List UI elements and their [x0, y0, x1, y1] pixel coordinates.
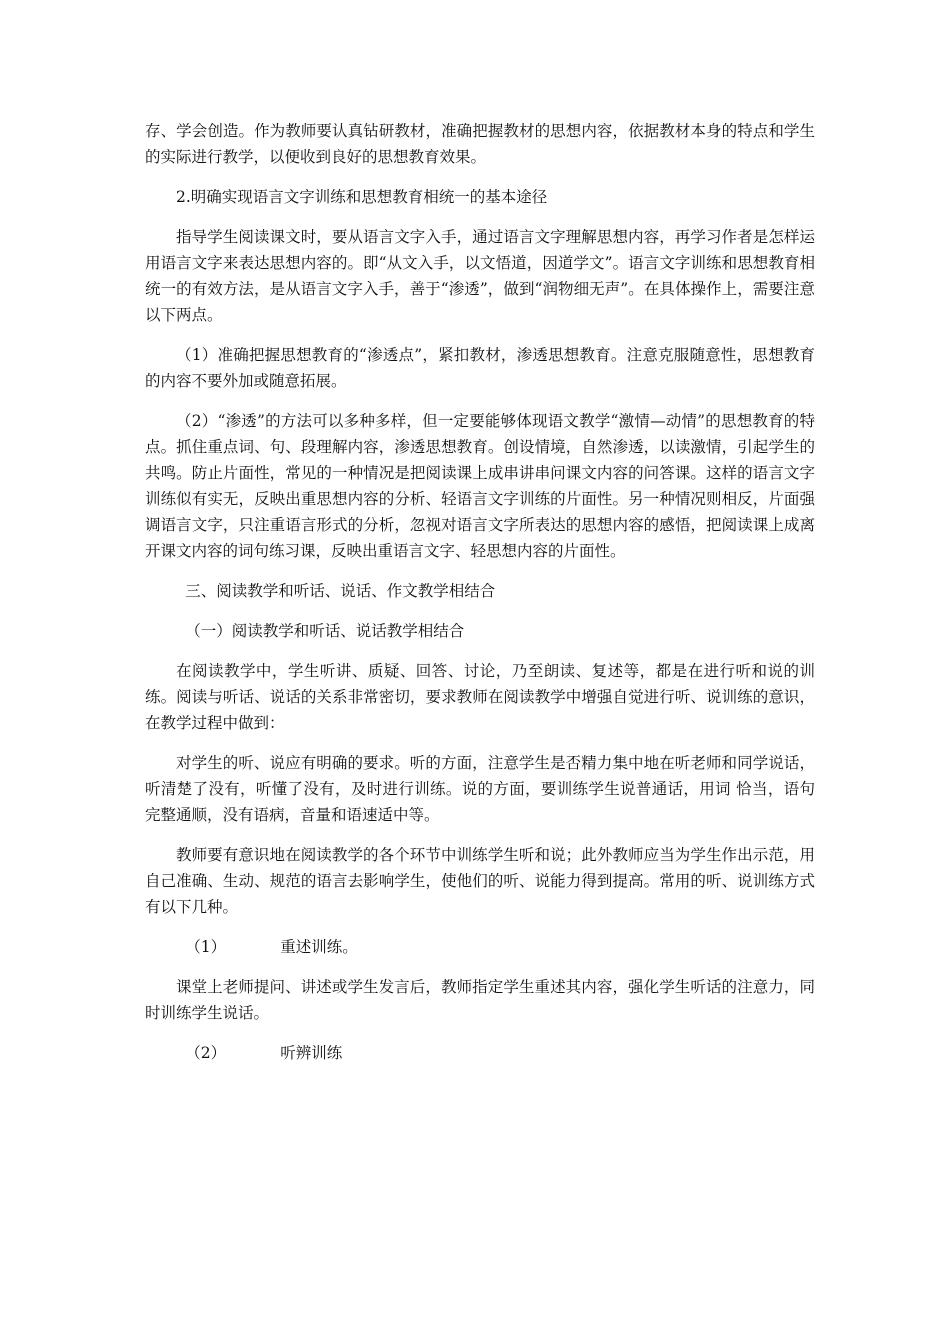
- paragraph-retelling-detail: 课堂上老师提问、讲述或学生发言后，教师指定学生重述其内容，强化学生听话的注意力，同时训练学生说话。: [145, 978, 815, 1022]
- list-item-listening-discrimination: [145, 1040, 815, 1066]
- list-item-number: （1）: [185, 938, 227, 956]
- paragraph-point-2: （2）“渗透”的方法可以多种多样，但一定要能够体现语文教学“激情—动情”的思想教育的特点。抓住重点词、句、段理解内容，渗透思想教育。创设情境，自然渗透，以读激情，引起学生的共鸣。防止片面性，常见的一种情况是把阅读课上成串讲串问课文内容的问答课。这样的语言文字训练似有实无，反映出重思想内容的分析、轻语言文字训练的片面性。另一种情况则相反，片面强调语言文字，只注重语言形式的分析，忽视对语言文字所表达的思想内容的感悟，把阅读课上成离开课文内容的词句练习课，反映出重语言文字、轻思想内容的片面性。: [145, 412, 815, 560]
- paragraph-teacher-role: 教师要有意识地在阅读教学的各个环节中训练学生听和说；此外教师应当为学生作出示范，用自己准确、生动、规范的语言去影响学生，使他们的听、说能力得到提高。常用的听、说训练方式有以下几种。: [145, 846, 815, 916]
- paragraph-listening-speaking: 在阅读教学中，学生听讲、质疑、回答、讨论，乃至朗读、复述等，都是在进行听和说的训练。阅读与听话、说话的关系非常密切，要求教师在阅读教学中增强自觉进行听、说训练的意识，在教学过程中做到：: [145, 662, 815, 732]
- document-body: [145, 118, 815, 1080]
- section-heading-2: 2.明确实现语言文字训练和思想教育相统一的基本途径: [176, 188, 548, 206]
- section-heading-3: 三、阅读教学和听话、说话、作文教学相结合: [185, 582, 496, 600]
- paragraph-point-1: （1）准确把握思想教育的“渗透点”，紧扣教材，渗透思想教育。注意克服随意性，思想教育的内容不要外加或随意拓展。: [145, 346, 815, 390]
- list-item-retelling: [145, 934, 815, 960]
- list-item-text: 重述训练。: [280, 938, 358, 956]
- list-item-number: （2）: [185, 1044, 227, 1062]
- paragraph-continuation: 存、学会创造。作为教师要认真钻研教材，准确把握教材的思想内容，依据教材本身的特点和学生的实际进行教学，以便收到良好的思想教育效果。: [145, 122, 815, 166]
- paragraph-requirements: 对学生的听、说应有明确的要求。听的方面，注意学生是否精力集中地在听老师和同学说话，听清楚了没有，听懂了没有，及时进行训练。说的方面，要训练学生说普通话，用词 恰当，语句完整通顺，没有语病，音量和语速适中等。: [145, 754, 815, 824]
- paragraph-reading-guidance: 指导学生阅读课文时，要从语言文字入手，通过语言文字理解思想内容，再学习作者是怎样运用语言文字来表达思想内容的。即“从文入手，以文悟道，因道学文”。语言文字训练和思想教育相统一的有效方法，是从语言文字入手，善于“渗透”，做到“润物细无声”。在具体操作上，需要注意以下两点。: [145, 228, 815, 324]
- list-item-text: 听辨训练: [280, 1044, 343, 1062]
- subsection-heading-1: （一）阅读教学和听话、说话教学相结合: [185, 622, 465, 640]
